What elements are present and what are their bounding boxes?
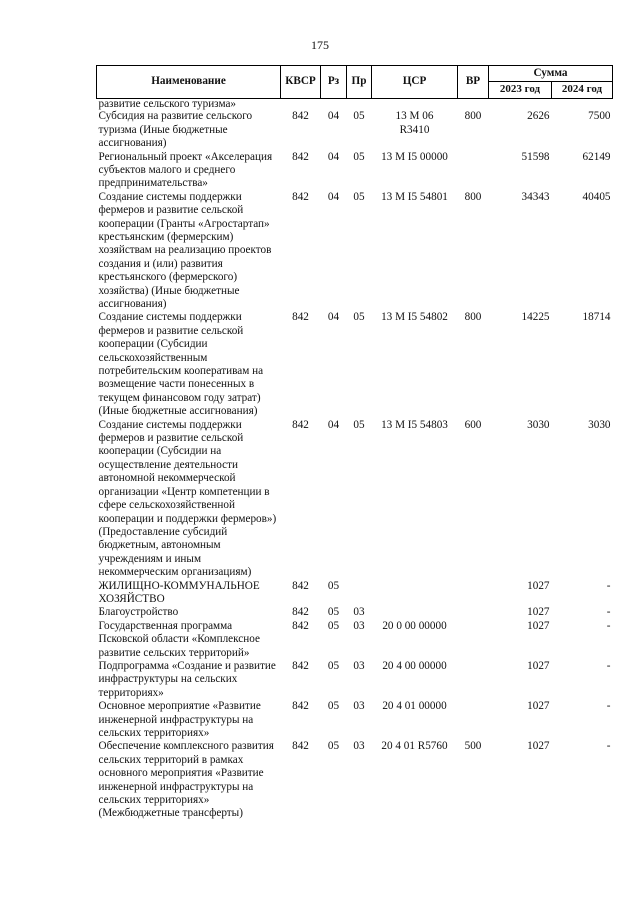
row-rz [321, 98, 347, 110]
row-pr: 05 [353, 418, 365, 431]
row-csr: 20 4 00 00000 [382, 659, 447, 672]
row-kvsr: 842 [292, 740, 309, 753]
header-vr: ВР [458, 66, 489, 99]
row-kvsr: 842 [292, 190, 309, 203]
row-kvsr: 842 [292, 579, 309, 592]
row-vr [458, 151, 489, 191]
row-vr [458, 98, 489, 110]
row-sum-2023: 1027 [527, 619, 550, 632]
row-name: ЖИЛИЩНО-КОММУНАЛЬНОЕ ХОЗЯЙСТВО [98, 579, 260, 605]
budget-table [96, 65, 613, 821]
row-vr: 800 [464, 311, 482, 324]
table-row [97, 580, 613, 607]
row-csr: 13 М I5 54802 [381, 311, 448, 324]
row-sum-2024: - [606, 579, 611, 592]
row-sum-2023: 34343 [521, 190, 550, 203]
row-name: Субсидия на развитие сельского туризма (Иные бюджетные ассигнования) [98, 110, 253, 150]
row-rz: 05 [327, 579, 340, 592]
row-sum-2023: 1027 [527, 659, 550, 672]
row-csr: 13 М 06 R3410 [395, 110, 434, 136]
row-kvsr: 842 [292, 606, 309, 619]
row-name: Государственная программа Псковской области «Комплексное развитие сельских территорий» [98, 619, 260, 659]
row-sum-2023: 51598 [521, 150, 550, 163]
header-kvsr: КВСР [281, 66, 321, 99]
row-sum-2023: 1027 [527, 606, 550, 619]
row-kvsr: 842 [292, 418, 309, 431]
header-year-2024: 2024 год [552, 82, 613, 98]
row-rz: 04 [327, 418, 340, 431]
table-row [97, 740, 613, 820]
row-sum-2023: 14225 [521, 311, 550, 324]
row-rz: 05 [327, 700, 340, 713]
row-pr [347, 98, 372, 110]
row-sum-2024: 7500 [588, 110, 611, 123]
table-row [97, 98, 613, 110]
row-rz: 04 [327, 190, 340, 203]
row-kvsr: 842 [292, 619, 309, 632]
row-sum-2023: 3030 [527, 418, 550, 431]
row-name: Создание системы поддержки фермеров и развитие сельской кооперации (Субсидии на осуществление деятельности автономной некоммерческой организации «Центр компетенции в сфере сельскохозяйственной кооперации и поддержки фермеров») (Предоставление субсидий бюджетным, автономным учреждениям и иным некоммерческим организациям) [98, 418, 277, 579]
row-sum-2023: 1027 [527, 700, 550, 713]
row-sum-2024: 3030 [588, 418, 611, 431]
row-csr: 13 М I5 00000 [381, 150, 448, 163]
row-sum-2024: 40405 [582, 190, 611, 203]
row-rz: 05 [327, 740, 340, 753]
row-pr [347, 580, 372, 607]
row-vr [458, 700, 489, 740]
row-csr [372, 606, 458, 619]
row-csr: 13 М I5 54801 [381, 190, 448, 203]
row-pr: 03 [353, 659, 365, 672]
row-name: Региональный проект «Акселерация субъектов малого и среднего предпринимательства» [98, 150, 273, 190]
row-csr: 20 0 00 00000 [382, 619, 447, 632]
header-rz: Рз [321, 66, 347, 99]
table-row [97, 191, 613, 312]
row-kvsr: 842 [292, 110, 309, 123]
table-row [97, 151, 613, 191]
row-kvsr: 842 [292, 311, 309, 324]
row-vr: 800 [464, 110, 482, 123]
row-sum-2024: - [606, 606, 611, 619]
header-pr: Пр [347, 66, 372, 99]
row-kvsr: 842 [292, 150, 309, 163]
row-rz: 05 [327, 606, 340, 619]
table-row [97, 110, 613, 150]
row-sum-2024: 62149 [582, 150, 611, 163]
header-csr: ЦСР [372, 66, 458, 99]
table-row [97, 660, 613, 700]
row-sum-2023: 1027 [527, 740, 550, 753]
row-kvsr [281, 98, 321, 110]
row-vr [458, 580, 489, 607]
row-vr: 500 [464, 740, 482, 753]
row-pr: 05 [353, 150, 365, 163]
row-rz: 05 [327, 619, 340, 632]
row-sum-2024: - [606, 700, 611, 713]
row-pr: 03 [353, 740, 365, 753]
row-sum-2024: - [606, 619, 611, 632]
row-rz: 04 [327, 150, 340, 163]
row-pr: 05 [353, 110, 365, 123]
row-kvsr: 842 [292, 659, 309, 672]
row-name: Благоустройство [98, 606, 179, 619]
row-pr: 05 [353, 311, 365, 324]
row-pr: 03 [353, 700, 365, 713]
row-name: Подпрограмма «Создание и развитие инфраструктуры на сельских территориях» [98, 659, 276, 699]
row-name: Создание системы поддержки фермеров и развитие сельской кооперации (Гранты «Агростартап» крестьянским (фермерским) хозяйствам на реализацию проектов создания и (или) развития крестьянского (фермерского) хозяйства) (Иные бюджетные ассигнования) [98, 190, 272, 310]
table-row [97, 620, 613, 660]
row-name: Обеспечение комплексного развития сельских территорий в рамках основного мероприятия «Развитие инженерной инфраструктуры на сельских территориях» (Межбюджетные трансферты) [98, 740, 274, 820]
row-name: Создание системы поддержки фермеров и развитие сельской кооперации (Субсидии сельскохозяйственным потребительским кооперативам на возмещение части понесенных в текущем финансовом году затрат) (Иные бюджетные ассигнования) [98, 311, 264, 418]
row-sum-2024 [552, 98, 613, 110]
header-name: Наименование [97, 66, 281, 99]
row-sum-2023: 1027 [527, 579, 550, 592]
row-sum-2023 [489, 98, 552, 110]
header-sum: Сумма [489, 66, 613, 82]
row-name: Основное мероприятие «Развитие инженерной инфраструктуры на сельских территориях» [98, 700, 261, 739]
header-year-2023: 2023 год [489, 82, 552, 98]
table-body [97, 98, 613, 821]
row-rz: 04 [327, 110, 340, 123]
row-csr: 20 4 01 R5760 [381, 740, 448, 753]
row-pr: 03 [353, 619, 365, 632]
row-pr: 03 [353, 606, 365, 619]
table-row [97, 419, 613, 580]
row-sum-2023: 2626 [527, 110, 550, 123]
row-csr: 13 М I5 54803 [381, 418, 448, 431]
row-kvsr: 842 [292, 700, 309, 713]
page-number: 175 [311, 38, 329, 52]
row-pr: 05 [353, 190, 365, 203]
row-sum-2024: - [606, 659, 611, 672]
row-csr [372, 580, 458, 607]
table-row [97, 311, 613, 418]
row-vr [458, 606, 489, 619]
row-rz: 05 [327, 659, 340, 672]
row-csr: 20 4 01 00000 [382, 700, 447, 713]
row-csr [372, 98, 458, 110]
row-sum-2024: - [606, 740, 611, 753]
row-vr [458, 660, 489, 700]
table-row [97, 700, 613, 740]
row-vr: 800 [464, 190, 482, 203]
row-sum-2024: 18714 [582, 311, 611, 324]
row-vr [458, 620, 489, 660]
table-row [97, 606, 613, 619]
row-name: развитие сельского туризма» [98, 97, 237, 110]
row-rz: 04 [327, 311, 340, 324]
table-header [97, 66, 613, 99]
row-vr: 600 [464, 418, 482, 431]
